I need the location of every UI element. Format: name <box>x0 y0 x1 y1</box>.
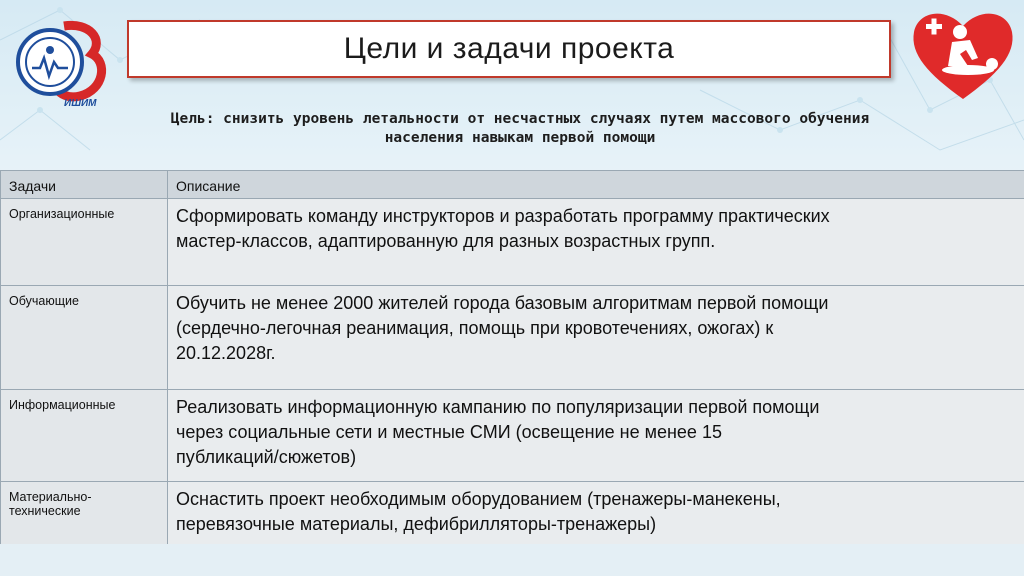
task-description <box>168 390 1024 482</box>
goal-line-1: Цель: снизить уровень летальности от несчастных случаях путем массового обучения <box>170 111 870 127</box>
table-row <box>1 199 1024 286</box>
title-box <box>127 20 891 78</box>
first-aid-heart-icon <box>908 4 1018 104</box>
header-tasks: Задачи <box>1 171 168 199</box>
task-name: Информационные <box>1 390 168 482</box>
table-header-row <box>1 171 1024 199</box>
description-line: мастер-классов, адаптированную для разных возрастных групп. <box>176 231 716 251</box>
task-name-line: Материально- <box>9 490 92 504</box>
page-title: Цели и задачи проекта <box>343 32 675 65</box>
description-line: (сердечно-легочная реанимация, помощь при кровотечениях, ожогах) к <box>176 318 774 338</box>
logo-text: ИШИМ <box>64 98 97 109</box>
description-line: 20.12.2028г. <box>176 343 276 363</box>
tasks-table <box>0 170 1024 571</box>
task-description <box>168 199 1024 286</box>
task-name: Организационные <box>1 199 168 286</box>
goal-line-2: населения навыкам первой помощи <box>384 130 656 146</box>
task-name-line: технические <box>9 504 81 518</box>
table-row <box>1 286 1024 390</box>
description-line: публикаций/сюжетов) <box>176 447 357 467</box>
description-line: перевязочные материалы, дефибрилляторы-тренажеры) <box>176 514 657 534</box>
description-line: Реализовать информационную кампанию по популяризации первой помощи <box>176 397 820 417</box>
description-line: Оснастить проект необходимым оборудованием (тренажеры-манекены, <box>176 489 781 509</box>
description-line: через социальные сети и местные СМИ (освещение не менее 15 <box>176 422 722 442</box>
task-description <box>168 286 1024 390</box>
task-name: Обучающие <box>1 286 168 390</box>
description-line: Обучить не менее 2000 жителей города базовым алгоритмам первой помощи <box>176 293 829 313</box>
header-description: Описание <box>168 171 1024 199</box>
ishim-logo-icon <box>12 18 108 110</box>
bottom-band <box>0 544 1024 576</box>
table-row <box>1 390 1024 482</box>
description-line: Сформировать команду инструкторов и разработать программу практических <box>176 206 830 226</box>
project-goal <box>60 110 980 148</box>
